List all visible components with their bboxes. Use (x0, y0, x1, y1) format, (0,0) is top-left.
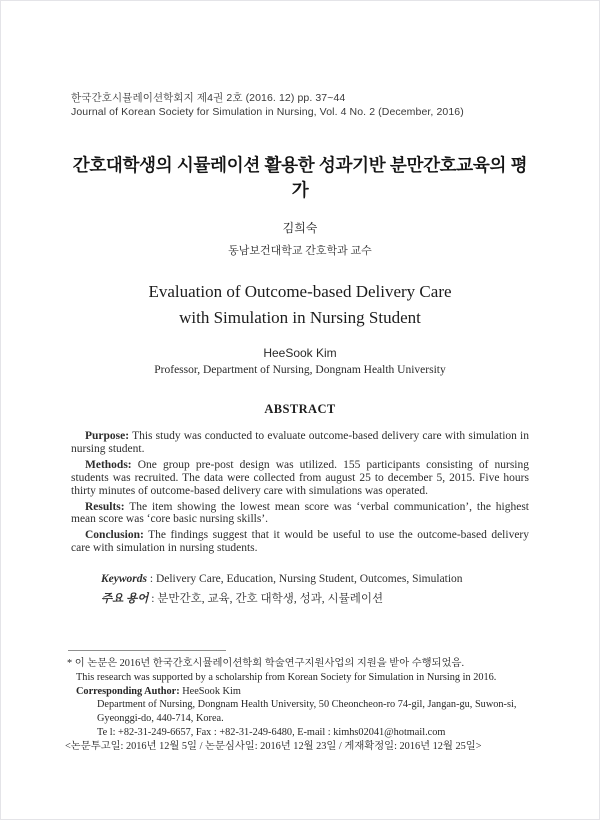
journal-issue-ko: 한국간호시뮬레이션학회지 제4권 2호 (2016. 12) pp. 37~44 (71, 92, 346, 104)
footnote-block (65, 650, 537, 754)
abstract-body (71, 430, 529, 555)
keywords-label-en: Keywords (101, 573, 147, 586)
keywords-line-ko (101, 589, 529, 609)
purpose-text: This study was conducted to evaluate outcome-based delivery care with simulation in nursing student. (71, 430, 530, 455)
author-name-en: HeeSook Kim (263, 346, 337, 360)
abstract-paragraph-results (71, 501, 529, 527)
conclusion-label: Conclusion: (85, 529, 144, 542)
article-title-ko: 간호대학생의 시뮬레이션 활용한 성과기반 분만간호교육의 평가 (72, 155, 528, 200)
keywords-label-ko: 주요 용어 (101, 593, 149, 606)
results-text: The item showing the lowest mean score was ‘verbal communication’, the highest mean score was ‘core basic nursing skills’. (71, 500, 529, 526)
corresponding-author-name: HeeSook Kim (182, 685, 241, 697)
footnote-address-line2: Gyeonggi-do, 440-714, Korea. (97, 713, 224, 725)
abstract-heading: ABSTRACT (264, 402, 336, 416)
journal-issue-en: Journal of Korean Society for Simulation in Nursing, Vol. 4 No. 2 (December, 2016) (71, 105, 464, 118)
journal-header (71, 92, 529, 119)
article-title-en-line2: with Simulation in Nursing Student (179, 307, 421, 327)
keywords-text-en: : Delivery Care, Education, Nursing Student, Outcomes, Simulation (149, 573, 463, 586)
author-affiliation-en: Professor, Department of Nursing, Dongnam Health University (154, 364, 446, 376)
methods-label: Methods: (85, 458, 132, 471)
author-affiliation-ko: 동남보건대학교 간호학과 교수 (228, 245, 372, 257)
purpose-label: Purpose: (85, 430, 130, 442)
abstract-paragraph-methods (71, 459, 529, 498)
methods-text: One group pre-post design was utilized. 155 participants consisting of nursing students was recruited. The data were collected from august 25 to december 5, 2015. Five hours thirty minutes of outcome-based delivery care with simulations was operated. (71, 458, 529, 497)
footnote-support-en: This research was supported by a scholarship from Korean Society for Simulation in Nursing in 2016. (76, 671, 497, 683)
footnote-dates: <논문투고일: 2016년 12월 5일 / 논문심사일: 2016년 12월 23일 / 게재확정일: 2016년 12월 25일> (65, 740, 482, 752)
abstract-paragraph-conclusion (71, 529, 529, 555)
article-title-en (71, 279, 529, 330)
article-title-en-line1: Evaluation of Outcome-based Delivery Care (148, 282, 452, 301)
keywords-block (101, 569, 529, 609)
footnote-divider (68, 650, 226, 651)
footnote-support-ko: * 이 논문은 2016년 한국간호시뮬레이션학회 학술연구지원사업의 지원을 받아 수행되었음. (67, 658, 465, 669)
footnote-contact: Te l: +82-31-249-6657, Fax : +82-31-249-6480, E-mail : kimhs02041@hotmail.com (97, 726, 446, 738)
footnote-corresponding (76, 685, 537, 699)
footnote-address-line1: Department of Nursing, Dongnam Health University, 50 Cheoncheon-ro 74-gil, Jangan-gu, Suwon-si, (97, 699, 517, 711)
results-label: Results: (85, 500, 125, 513)
abstract-paragraph-purpose (71, 430, 529, 456)
corresponding-author-label: Corresponding Author: (76, 685, 180, 697)
author-name-ko: 김희숙 (282, 221, 318, 235)
keywords-line-en (101, 569, 529, 589)
conclusion-text: The findings suggest that it would be useful to use the outcome-based delivery care with simulation in nursing students. (71, 529, 530, 555)
keywords-text-ko: : 분만간호, 교육, 간호 대학생, 성과, 시뮬레이션 (151, 593, 384, 606)
